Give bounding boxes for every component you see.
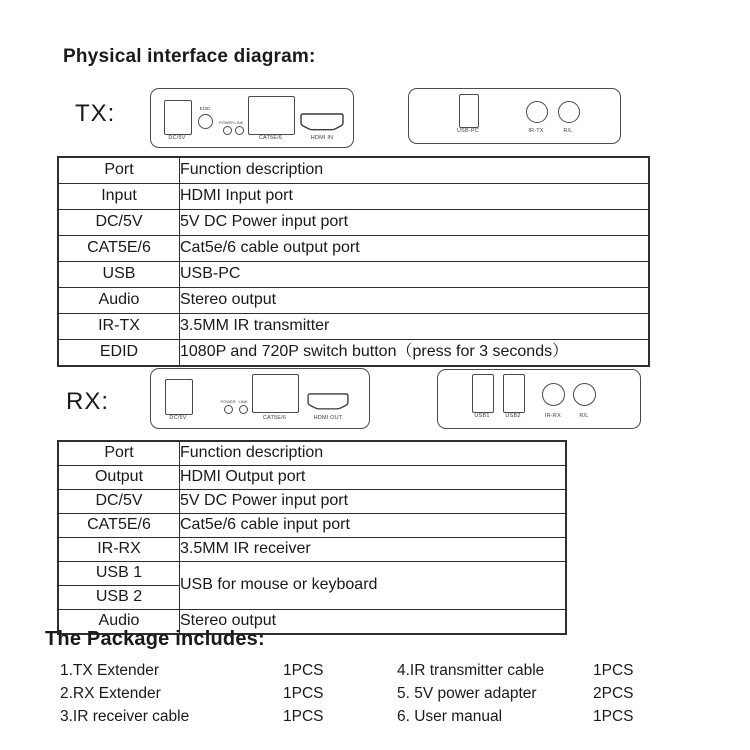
- hdmi-port-icon: [306, 393, 350, 412]
- item-qty: 1PCS: [283, 707, 324, 725]
- audio-jack-icon: [573, 383, 596, 406]
- port-cell: EDID: [58, 340, 180, 367]
- desc-cell: 3.5MM IR transmitter: [180, 314, 650, 340]
- desc-cell: 5V DC Power input port: [180, 490, 567, 514]
- desc-cell: HDMI Output port: [180, 466, 567, 490]
- port-cell: CAT5E/6: [58, 514, 180, 538]
- item-qty: 1PCS: [593, 661, 634, 679]
- item-qty: 1PCS: [593, 707, 634, 725]
- link-led-label: LINK: [238, 399, 248, 404]
- table-row: [58, 538, 566, 562]
- desc-cell-usb: USB for mouse or keyboard: [180, 562, 567, 610]
- dc-port-label: DC/5V: [168, 135, 186, 141]
- usb-pc-port-icon: [459, 94, 479, 128]
- desc-cell: HDMI Input port: [180, 184, 650, 210]
- tx-rear-panel: [408, 88, 621, 144]
- item-name: 4.IR transmitter cable: [397, 661, 545, 679]
- header-function: Function description: [180, 157, 650, 184]
- audio-jack-label: R/L: [563, 128, 573, 134]
- desc-cell: Stereo output: [180, 610, 567, 635]
- table-row: [58, 562, 566, 586]
- rx-port-table: [57, 440, 567, 635]
- power-led-label: POWER: [220, 399, 236, 404]
- hdmi-port-icon: [300, 113, 344, 133]
- link-led-icon: [235, 126, 244, 135]
- desc-cell: 3.5MM IR receiver: [180, 538, 567, 562]
- port-cell: CAT5E/6: [58, 236, 180, 262]
- power-led-label: POWER: [218, 120, 235, 125]
- package-item: [60, 705, 324, 728]
- edid-button-label: EDID: [199, 106, 211, 111]
- hdmi-port-label: HDMI OUT: [313, 415, 343, 421]
- table-header-row: [58, 157, 649, 184]
- table-row: [58, 514, 566, 538]
- tx-front-panel: [150, 88, 354, 148]
- ir-rx-jack-label: IR-RX: [545, 413, 561, 419]
- rx-front-panel: [150, 368, 370, 429]
- port-cell: IR-TX: [58, 314, 180, 340]
- usb2-port-label: USB2: [505, 413, 521, 419]
- power-led-icon: [223, 126, 232, 135]
- package-list-right: [397, 659, 634, 728]
- table-row: [58, 210, 649, 236]
- cat5e-port-label: CAT5E/6: [262, 415, 287, 421]
- table-row: [58, 490, 566, 514]
- header-function: Function description: [180, 441, 567, 466]
- port-cell: IR-RX: [58, 538, 180, 562]
- item-qty: 2PCS: [593, 684, 634, 702]
- port-cell: Input: [58, 184, 180, 210]
- item-qty: 1PCS: [283, 684, 324, 702]
- usb1-port-label: USB1: [474, 413, 490, 419]
- usb-pc-port-label: USB-PC: [457, 128, 479, 134]
- cat5e-port-icon: [252, 374, 299, 413]
- item-name: 3.IR receiver cable: [60, 707, 190, 725]
- cat5e-port-label: CAT5E/6: [258, 135, 283, 141]
- port-cell: Audio: [58, 610, 180, 635]
- ir-rx-jack-icon: [542, 383, 565, 406]
- package-list-left: [60, 659, 324, 728]
- desc-cell: USB-PC: [180, 262, 650, 288]
- desc-cell: Cat5e/6 cable output port: [180, 236, 650, 262]
- package-item: [60, 659, 324, 682]
- usb2-port-icon: [503, 374, 525, 413]
- header-port: Port: [58, 441, 180, 466]
- rx-rear-panel: [437, 369, 641, 429]
- desc-cell: Cat5e/6 cable input port: [180, 514, 567, 538]
- power-led-icon: [224, 405, 233, 414]
- rx-label: RX:: [66, 388, 110, 415]
- table-row: [58, 262, 649, 288]
- page-title: Physical interface diagram:: [63, 46, 316, 67]
- item-name: 5. 5V power adapter: [397, 684, 537, 702]
- table-row: [58, 288, 649, 314]
- port-cell: DC/5V: [58, 490, 180, 514]
- package-title: The Package includes:: [45, 628, 265, 650]
- table-row: [58, 236, 649, 262]
- hdmi-port-label: HDMI IN: [310, 135, 334, 141]
- port-cell-usb2: USB 2: [58, 586, 180, 610]
- table-row: [58, 314, 649, 340]
- tx-port-table: [57, 156, 650, 367]
- item-name: 2.RX Extender: [60, 684, 161, 702]
- port-cell: USB: [58, 262, 180, 288]
- item-name: 1.TX Extender: [60, 661, 160, 679]
- ir-tx-jack-icon: [526, 101, 548, 123]
- link-led-icon: [239, 405, 248, 414]
- table-row: [58, 340, 649, 367]
- tx-label: TX:: [75, 100, 116, 127]
- desc-cell: 5V DC Power input port: [180, 210, 650, 236]
- desc-cell: Stereo output: [180, 288, 650, 314]
- dc-power-port-icon: [165, 379, 193, 415]
- table-row: [58, 184, 649, 210]
- package-item: [60, 682, 324, 705]
- table-row: [58, 466, 566, 490]
- ir-tx-jack-label: IR-TX: [528, 128, 544, 134]
- usb1-port-icon: [472, 374, 494, 413]
- port-cell: DC/5V: [58, 210, 180, 236]
- edid-button-icon: [198, 114, 213, 129]
- package-item: [397, 705, 634, 728]
- item-qty: 1PCS: [283, 661, 324, 679]
- cat5e-port-icon: [248, 96, 295, 135]
- desc-cell: 1080P and 720P switch button（press for 3 seconds）: [180, 340, 650, 367]
- dc-power-port-icon: [164, 100, 192, 135]
- header-port: Port: [58, 157, 180, 184]
- link-led-label: LINK: [234, 120, 244, 125]
- audio-jack-icon: [558, 101, 580, 123]
- audio-jack-label: R/L: [579, 413, 589, 419]
- package-item: [397, 659, 634, 682]
- dc-port-label: DC/5V: [169, 415, 187, 421]
- table-header-row: [58, 441, 566, 466]
- item-name: 6. User manual: [397, 707, 503, 725]
- port-cell-usb1: USB 1: [58, 562, 180, 586]
- package-item: [397, 682, 634, 705]
- port-cell: Output: [58, 466, 180, 490]
- port-cell: Audio: [58, 288, 180, 314]
